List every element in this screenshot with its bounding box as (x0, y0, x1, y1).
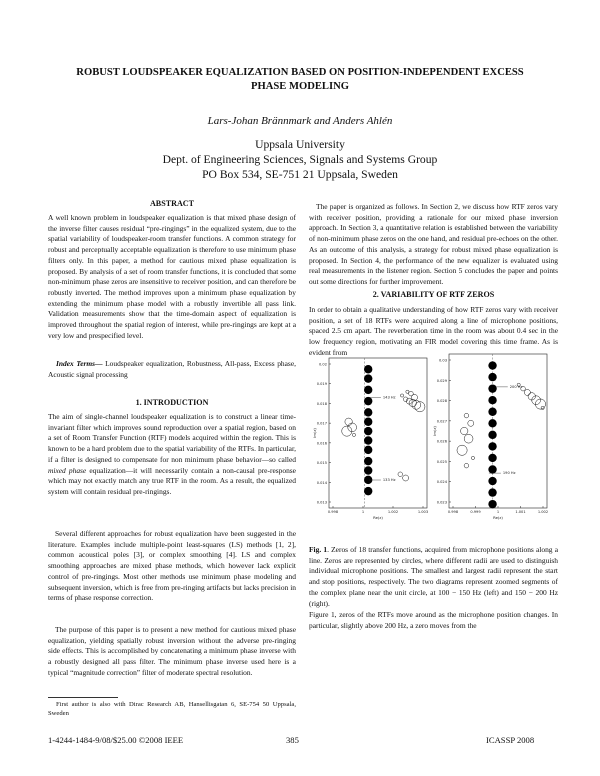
x-axis-label: Re(z) (373, 515, 383, 520)
zero-marker-filled (364, 386, 372, 394)
section-2-heading: 2. VARIABILITY OF RTF ZEROS (372, 290, 495, 299)
y-tick-label: 0.023 (436, 500, 447, 505)
intro-p1-text-b: equalization—it will necessarily contain a non-causal pre-response which may not exactly match any true RTF in the room. As a result, the equalized system will contain residual pre-ringings. (48, 465, 296, 496)
y-tick-label: 0.017 (316, 421, 327, 426)
affiliation-department: Dept. of Engineering Sciences, Signals and Systems Group (162, 153, 438, 166)
zero-marker-filled (364, 487, 372, 495)
frequency-annotation: 143 Hz (382, 395, 396, 400)
x-tick-label: 0.999 (470, 510, 481, 514)
x-tick-label: 0.998 (447, 510, 459, 514)
intro-paragraph-3: The purpose of this paper is to present a new method for cautious mixed phase equalization, yielding spatially robust inversion without the adverse pre-ringing side effects. This is accomplished by concatenating a minimum phase inverse with a robustly designed all pass filter. The minimum phase inverse used here is a typical “magnitude correction” filter of moderate spectral resolution. (48, 625, 296, 677)
zero-marker-open (406, 390, 409, 393)
y-tick-label: 0.014 (316, 480, 327, 485)
y-tick-label: 0.026 (436, 439, 447, 444)
y-tick-label: 0.018 (316, 401, 327, 406)
zero-marker-open (342, 426, 352, 436)
zero-marker-open (471, 456, 474, 459)
x-tick-label: 0.998 (327, 510, 339, 514)
zero-marker-open (403, 475, 409, 481)
plot-right (432, 354, 548, 520)
x-tick-label: 1 (496, 510, 500, 514)
x-tick-label: 1.003 (417, 510, 429, 514)
affiliation-address: PO Box 534, SE-751 21 Uppsala, Sweden (202, 168, 398, 181)
zero-marker-filled (488, 419, 496, 427)
x-tick-label: 1.002 (537, 510, 549, 514)
zero-marker-filled (364, 374, 372, 382)
zero-marker-filled (488, 384, 496, 392)
index-terms-label: Index Terms— (56, 359, 103, 368)
y-tick-label: 0.015 (316, 461, 327, 466)
zero-marker-filled (488, 408, 496, 416)
zero-marker-filled (364, 408, 372, 416)
zero-marker-filled (488, 454, 496, 462)
index-terms (48, 359, 296, 380)
y-tick-label: 0.024 (436, 480, 447, 485)
zero-marker-open (524, 390, 530, 396)
zero-marker-open (457, 445, 467, 455)
x-axis-label: Re(z) (493, 515, 503, 520)
frequency-annotation: 190 Hz (502, 471, 516, 476)
abstract-text: A well known problem in loudspeaker equalization is that mixed phase design of the inverse filter causes residual “pre-ringings” in the equalized system, due to the spatial variability of loudspeaker-room transfer functions. A common strategy for robust and perceptually acceptable equalization is therefore to use minimum phase filters only. In this paper, a method for cautious mixed phase equalization is proposed. By analysis of a set of room transfer functions, it is concluded that some non-minimum phase zeros are insensitive to receiver position, and can therefore be robustly inverted. The method improves upon a minimum phase equalization by extending the minimum phase model with a robustly invertible all pass link. Validation measurements show that the time-domain aspect of equalization is improved throughout the spatial region of interest, while pre-ringings are kept at a very low and prespecified level. (48, 213, 296, 340)
paper-title (40, 66, 560, 93)
plot-frame (449, 354, 547, 508)
zero-marker-filled (488, 488, 496, 496)
zero-marker-filled (364, 436, 372, 444)
zero-marker-filled (364, 466, 372, 474)
zero-marker-open (464, 434, 473, 443)
x-tick-label: 1.002 (387, 510, 399, 514)
x-tick-label: 1.001 (515, 510, 526, 514)
zero-marker-filled (364, 397, 372, 405)
figure-1-caption (309, 545, 558, 609)
zero-marker-filled (488, 396, 496, 404)
introduction-heading: 1. INTRODUCTION (135, 398, 209, 407)
zero-marker-filled (488, 500, 496, 508)
y-tick-label: 0.025 (436, 459, 447, 464)
zero-marker-filled (488, 373, 496, 381)
figure-caption-text: . Zeros of 18 transfer functions, acquired from microphone positions along a line. Zeros are represented by circles, where different radii are used to distinguish individual microphone positions. The smallest and largest radii represent the start and stop positions, respectively. The two diagrams represent zoomed segments of the complex plane near the unit circle, at 100 − 150 Hz (left) and 150 − 200 Hz (right). (309, 545, 558, 608)
y-tick-label: 0.028 (436, 399, 447, 404)
footer-conference: ICASSP 2008 (486, 735, 535, 745)
zero-marker-open (352, 433, 355, 436)
y-tick-label: 0.019 (316, 382, 327, 387)
title-line-1: ROBUST LOUDSPEAKER EQUALIZATION BASED ON POSITION-INDEPENDENT EXCESS (76, 67, 524, 78)
zero-marker-open (461, 427, 468, 434)
index-terms-text: Loudspeaker equalization, Robustness, All-pass, Excess phase, Acoustic signal processing (48, 359, 296, 379)
section-2-paragraph: In order to obtain a qualitative understanding of how RTF zeros vary with receiver position, a set of 18 RTFs were acquired along a line of microphone positions, spaced 2.5 cm apart. The reverberation time in the room was about 0.4 sec in the low frequency region, motivating an FIR model covering this time frame. As is evident from (309, 305, 558, 357)
x-tick-label: 1 (361, 510, 365, 514)
footnote-rule (48, 697, 118, 698)
figure-label: Fig. 1 (309, 545, 328, 554)
zero-marker-open (532, 396, 541, 405)
zero-marker-filled (364, 418, 372, 426)
zero-marker-filled (488, 442, 496, 450)
y-tick-label: 0.016 (316, 441, 327, 446)
zero-marker-filled (488, 465, 496, 473)
affiliation-university: Uppsala University (255, 138, 345, 151)
zero-marker-filled (488, 431, 496, 439)
zero-marker-open (464, 463, 469, 468)
y-tick-label: 0.02 (318, 362, 327, 367)
zero-marker-filled (364, 427, 372, 435)
zero-marker-filled (488, 361, 496, 369)
y-tick-label: 0.027 (436, 419, 447, 424)
y-tick-label: 0.013 (316, 500, 327, 505)
intro-paragraph-1 (48, 412, 296, 498)
plot-frame (329, 358, 427, 508)
title-line-2: PHASE MODELING (250, 80, 349, 92)
y-tick-label: 0.03 (438, 358, 447, 363)
authors: Lars-Johan Brännmark and Anders Ahlén (207, 115, 393, 127)
y-axis-label: Im(z) (432, 426, 437, 436)
organization-paragraph: The paper is organized as follows. In Section 2, we discuss how RTF zeros vary with receiver position, providing a rationale for our mixed phase inversion approach. In Section 3, a quantitative relation is established between the variability of non-minimum phase zeros on the one hand, and residual pre-echoes on the other. As an outcome of this analysis, a strategy for robust mixed phase equalization is proposed. In Section 4, the performance of the new equalizer is evaluated using real measurements in the listener region. Section 5 concludes the paper and points out some directions for further improvement. (309, 202, 558, 286)
zero-marker-filled (364, 446, 372, 454)
zero-marker-open (468, 420, 474, 426)
zero-marker-filled (364, 365, 372, 373)
footer-page-number: 385 (286, 735, 299, 745)
zero-marker-open (398, 472, 403, 477)
figure-1 (309, 350, 559, 540)
zero-marker-open (345, 418, 352, 425)
zero-marker-open (403, 397, 408, 402)
intro-p1-emphasis: mixed phase (48, 465, 87, 475)
intro-paragraph-2: Several different approaches for robust equalization have been suggested in the literature. Examples include multiple-point least-squares (LS) methods [1, 2], common acoustical poles [3], or complex smoothing [4]. LS and complex smoothing approaches are mixed phase methods, which however lack explicit control of pre-ringings. Most other methods use minimum phase modeling and subsequent inversion, which is free from pre-ringing artifacts but lacks precision in terms of phase response correction. (48, 529, 296, 603)
zero-marker-filled (488, 477, 496, 485)
figure-discussion-paragraph: Figure 1, zeros of the RTFs move around as the microphone position changes. In particular, slightly above 200 Hz, a zero moves from the (309, 610, 558, 630)
zero-marker-open (400, 394, 403, 397)
intro-p1-text-a: The aim of single-channel loudspeaker equalization is to construct a linear time-invariant filter which improves sound reproduction over a spatial region, based on a set of Room Transfer Function (RTF) models acquired within the region. This is known to be a hard problem due to the spatial variability of the RTFs. In particular, if a filter is designed to compensate for non minimum phase behavior—so called (48, 412, 296, 464)
zero-marker-filled (364, 457, 372, 465)
plot-left (312, 358, 428, 520)
frequency-annotation: 133 Hz (382, 478, 396, 482)
y-tick-label: 0.029 (436, 378, 447, 383)
y-axis-label: Im(z) (312, 428, 317, 438)
footer-copyright: 1-4244-1484-9/08/$25.00 ©2008 IEEE (48, 735, 184, 745)
frequency-annotation: 200 Hz (509, 384, 523, 389)
zero-marker-open (415, 402, 425, 412)
abstract-heading: ABSTRACT (149, 199, 195, 208)
footnote: First author is also with Dirac Research AB, Hansellisgatan 6, SE-754 50 Uppsala, Sweden (48, 701, 296, 717)
zero-marker-open (464, 413, 469, 418)
zero-marker-open (348, 423, 357, 432)
